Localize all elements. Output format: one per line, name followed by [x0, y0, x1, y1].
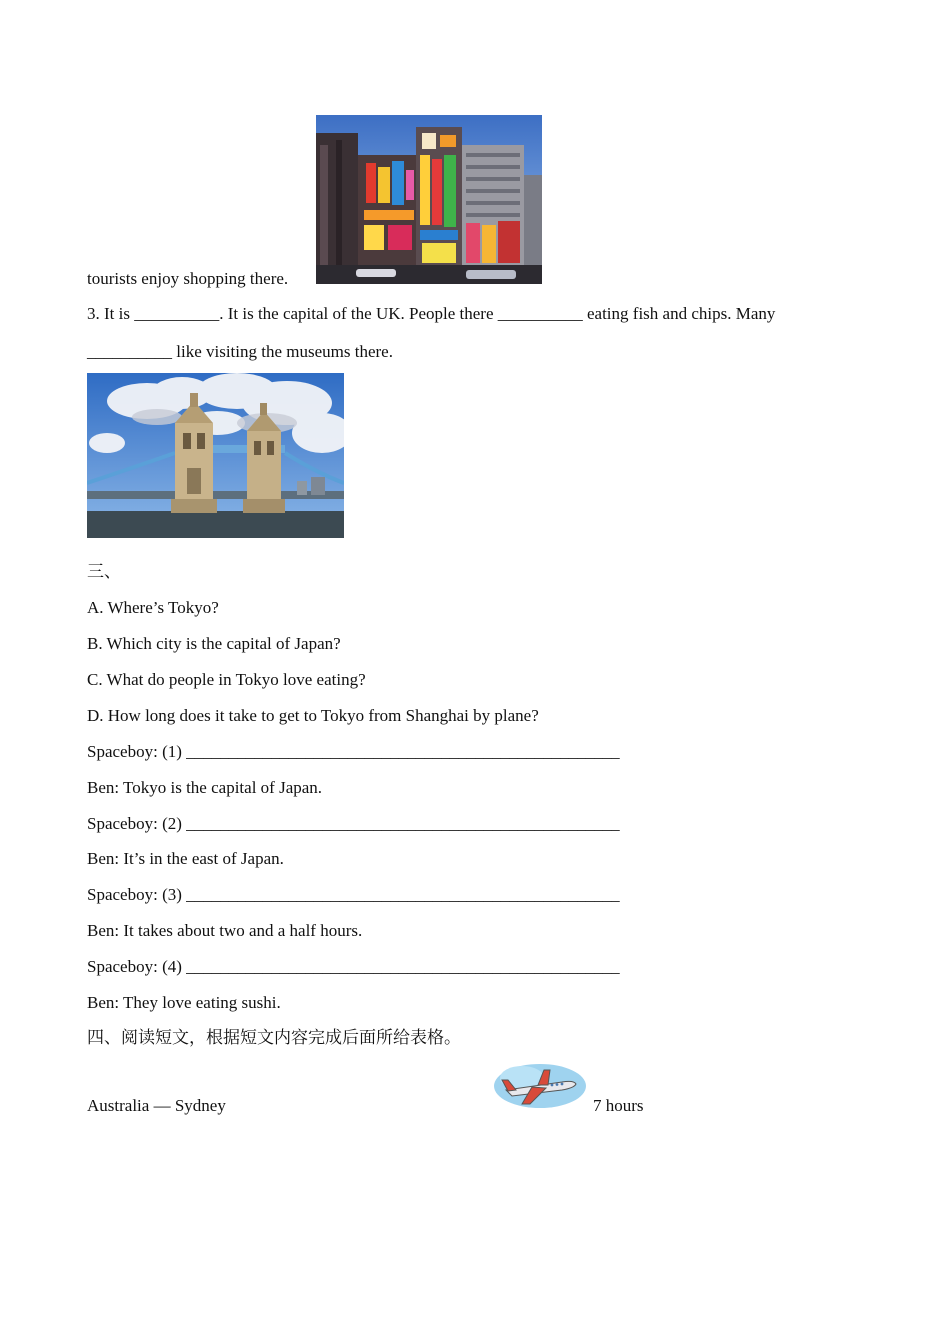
q2-tail-text: tourists enjoy shopping there.: [87, 269, 289, 288]
tokyo-street-photo: [316, 115, 542, 284]
dialogue-ben-3: Ben: It takes about two and a half hours.: [87, 921, 363, 940]
destination-label: Australia — Sydney: [87, 1096, 226, 1115]
dialogue-ben-4: Ben: They love eating sushi.: [87, 993, 281, 1012]
dialogue-ben-1: Ben: Tokyo is the capital of Japan.: [87, 778, 323, 797]
duration-label: 7 hours: [593, 1096, 644, 1115]
option-d: D. How long does it take to get to Tokyo from Shanghai by plane?: [87, 706, 539, 725]
option-a: A. Where’s Tokyo?: [87, 598, 219, 617]
dialogue-spaceboy-4[interactable]: Spaceboy: (4) ___________________________________________________: [87, 957, 620, 976]
airplane-icon: [492, 1060, 588, 1112]
q3-line1: 3. It is __________. It is the capital of the UK. People there __________ eating fish and chips. Many: [87, 304, 776, 323]
tower-bridge-photo: [87, 373, 344, 538]
option-b: B. Which city is the capital of Japan?: [87, 634, 341, 653]
dialogue-spaceboy-2[interactable]: Spaceboy: (2) ___________________________________________________: [87, 814, 620, 833]
q3-line2: __________ like visiting the museums there.: [87, 342, 393, 361]
dialogue-spaceboy-3[interactable]: Spaceboy: (3) ___________________________________________________: [87, 885, 620, 904]
section3-heading: 三、: [87, 562, 121, 582]
dialogue-ben-2: Ben: It’s in the east of Japan.: [87, 849, 284, 868]
dialogue-spaceboy-1[interactable]: Spaceboy: (1) ___________________________________________________: [87, 742, 620, 761]
option-c: C. What do people in Tokyo love eating?: [87, 670, 366, 689]
section4-heading: 四、阅读短文，根据短文内容完成后面所给表格。: [87, 1028, 461, 1048]
